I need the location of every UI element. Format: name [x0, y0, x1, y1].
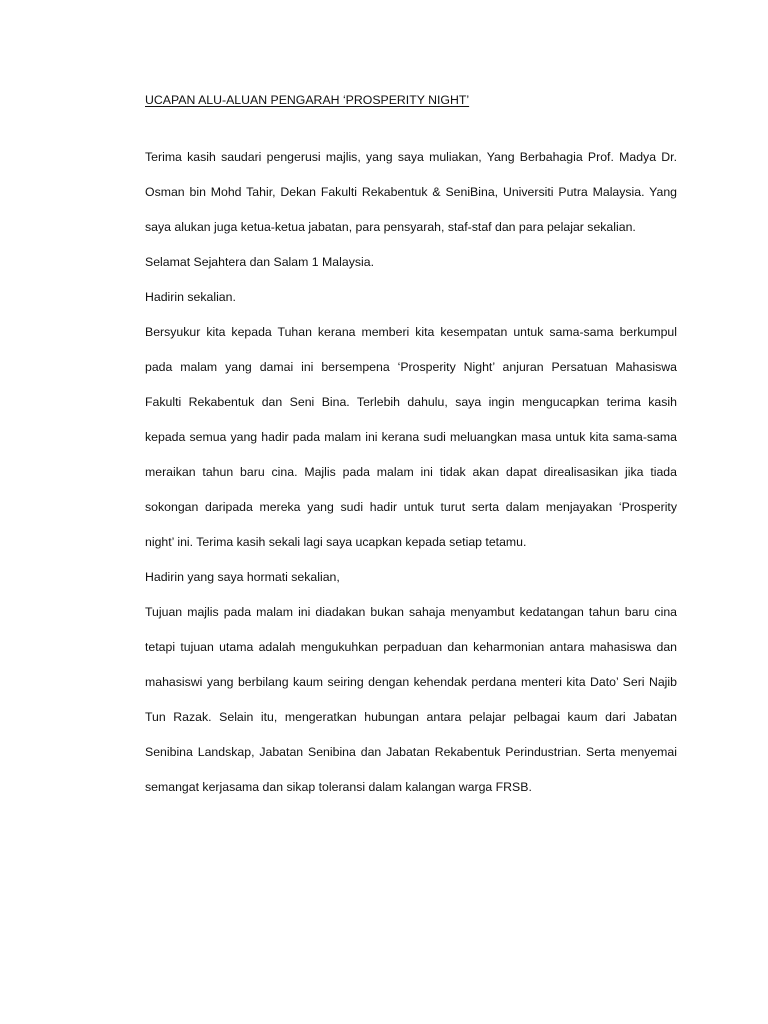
title-spacing — [145, 106, 677, 150]
paragraph-audience — [145, 290, 677, 325]
paragraph-line: saya alukan juga ketua-ketua jabatan, para pensyarah, staf-staf dan para pelajar sekalian. — [145, 220, 636, 235]
paragraph-line: tetapi tujuan utama adalah mengukuhkan perpaduan dan keharmonian antara mahasiswa dan — [145, 640, 677, 655]
paragraph-line: Fakulti Rekabentuk dan Seni Bina. Terlebih dahulu, saya ingin mengucapkan terima kasih — [145, 395, 677, 410]
paragraph-line: Terima kasih saudari pengerusi majlis, yang saya muliakan, Yang Berbahagia Prof. Madya Dr. — [145, 150, 677, 165]
paragraph-salutation — [145, 255, 677, 290]
paragraph-address — [145, 570, 677, 605]
paragraph-line: sokongan daripada mereka yang sudi hadir untuk turut serta dalam menjayakan ‘Prosperity — [145, 500, 677, 515]
paragraph-line: night’ ini. Terima kasih sekali lagi saya ucapkan kepada setiap tetamu. — [145, 535, 527, 550]
paragraph-line: Osman bin Mohd Tahir, Dekan Fakulti Rekabentuk & SeniBina, Universiti Putra Malaysia. Yang — [145, 185, 677, 200]
paragraph-line: mahasiswi yang berbilang kaum seiring dengan kehendak perdana menteri kita Dato’ Seri Najib — [145, 675, 677, 690]
paragraph-line: Senibina Landskap, Jabatan Senibina dan Jabatan Rekabentuk Perindustrian. Serta menyemai — [145, 745, 677, 760]
paragraph-line: semangat kerjasama dan sikap toleransi dalam kalangan warga FRSB. — [145, 780, 532, 795]
paragraph-line: Bersyukur kita kepada Tuhan kerana memberi kita kesempatan untuk sama-sama berkumpul — [145, 325, 677, 340]
document-title: UCAPAN ALU-ALUAN PENGARAH ‘PROSPERITY NIGHT’ — [145, 93, 470, 107]
paragraph-purpose — [145, 605, 677, 815]
paragraph-line: Hadirin yang saya hormati sekalian, — [145, 570, 340, 585]
paragraph-line: Hadirin sekalian. — [145, 290, 236, 305]
paragraph-line: pada malam yang damai ini bersempena ‘Prosperity Night’ anjuran Persatuan Mahasiswa — [145, 360, 677, 375]
paragraph-line: Tujuan majlis pada malam ini diadakan bukan sahaja menyambut kedatangan tahun baru cina — [145, 605, 677, 620]
document-body — [145, 94, 677, 815]
paragraph-line: meraikan tahun baru cina. Majlis pada malam ini tidak akan dapat direalisasikan jika tiada — [145, 465, 677, 480]
paragraph-gratitude — [145, 325, 677, 570]
paragraph-line: kepada semua yang hadir pada malam ini kerana sudi meluangkan masa untuk kita sama-sama — [145, 430, 677, 445]
paragraph-line: Selamat Sejahtera dan Salam 1 Malaysia. — [145, 255, 374, 270]
paragraph-line: Tun Razak. Selain itu, mengeratkan hubungan antara pelajar pelbagai kaum dari Jabatan — [145, 710, 677, 725]
paragraph-greeting — [145, 150, 677, 255]
